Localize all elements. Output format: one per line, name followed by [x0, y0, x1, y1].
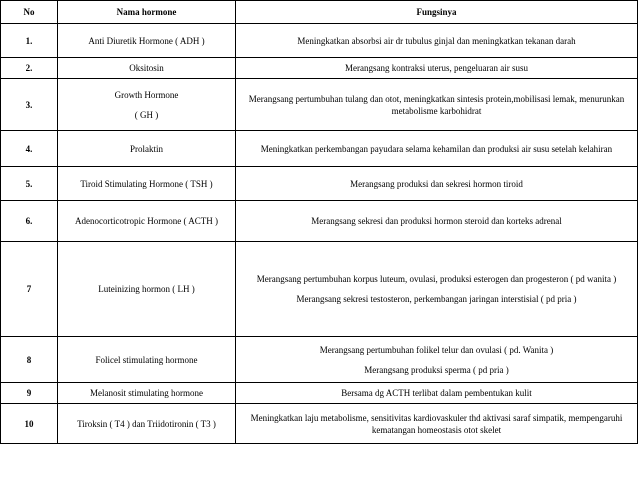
- header-row: [1, 1, 638, 24]
- row-number: 7: [1, 242, 58, 337]
- header-hormone-name: Nama hormone: [58, 1, 236, 24]
- hormone-name: Prolaktin: [130, 143, 163, 154]
- row-number: 3.: [1, 79, 58, 131]
- hormone-name-cell: [58, 167, 236, 201]
- row-number: 5.: [1, 167, 58, 201]
- row-number: 8: [1, 337, 58, 383]
- row-number: 6.: [1, 201, 58, 242]
- hormone-name-cell: [58, 201, 236, 242]
- hormone-name: Luteinizing hormon ( LH ): [98, 284, 195, 294]
- hormone-name: Adenocorticotropic Hormone ( ACTH ): [75, 216, 218, 226]
- hormone-name-cell: [58, 337, 236, 383]
- hormone-name: Melanosit stimulating hormone: [90, 388, 203, 398]
- hormone-name: Growth Hormone: [114, 89, 179, 100]
- hormone-name: Tiroksin ( T4 ) dan Triidotironin ( T3 ): [77, 418, 216, 429]
- hormone-function-cell: [236, 383, 638, 404]
- hormone-function: Bersama dg ACTH terlibat dalam pembentukan kulit: [341, 388, 532, 398]
- hormone-function: Merangsang kontraksi uterus, pengeluaran air susu: [345, 63, 528, 73]
- hormone-function: Meningkatkan laju metabolisme, sensitivitas kardiovaskuler thd aktivasi saraf simpatik, mempengaruhi kematangan homeostasis otot skelet: [250, 412, 623, 435]
- hormone-function-cell: [236, 24, 638, 58]
- hormone-function: Merangsang pertumbuhan korpus luteum, ovulasi, produksi esterogen dan progesteron ( pd wanita ): [256, 274, 617, 284]
- hormone-function-cell: [236, 167, 638, 201]
- hormone-function: Merangsang pertumbuhan tulang dan otot, meningkatkan sintesis protein,mobilisasi lemak, menurunkan metabolisme karbohidrat: [248, 93, 625, 116]
- row-number: 1.: [1, 24, 58, 58]
- hormone-function-cell: [236, 337, 638, 383]
- hormone-function-cell: [236, 58, 638, 79]
- hormone-name: Tiroid Stimulating Hormone ( TSH ): [80, 178, 213, 189]
- hormone-function: Merangsang produksi sperma ( pd pria ): [364, 364, 509, 375]
- hormone-name-cell: [58, 58, 236, 79]
- hormone-function: Meningkatkan perkembangan payudara selama kehamilan dan produksi air susu setelah kelahiran: [260, 143, 613, 154]
- hormone-function: Merangsang sekresi testosteron, perkembangan jaringan interstisial ( pd pria ): [296, 294, 577, 304]
- hormone-function: Merangsang sekresi dan produksi hormon steroid dan korteks adrenal: [311, 216, 562, 226]
- row-number: 10: [1, 404, 58, 444]
- hormone-name: Oksitosin: [129, 63, 164, 73]
- hormone-function-cell: [236, 404, 638, 444]
- hormone-function-cell: [236, 201, 638, 242]
- row-number: 2.: [1, 58, 58, 79]
- hormone-name-cell: [58, 131, 236, 167]
- hormone-name-cell: [58, 383, 236, 404]
- header-no: No: [1, 1, 58, 24]
- table-row: [1, 24, 638, 58]
- hormone-function: Merangsang pertumbuhan folikel telur dan ovulasi ( pd. Wanita ): [319, 344, 554, 355]
- table-row: [1, 131, 638, 167]
- header-function: Fungsinya: [236, 1, 638, 24]
- table-row: [1, 201, 638, 242]
- hormone-name-cell: [58, 79, 236, 131]
- hormone-name-cell: [58, 242, 236, 337]
- row-number: 9: [1, 383, 58, 404]
- hormone-function-cell: [236, 242, 638, 337]
- hormone-name-cell: [58, 404, 236, 444]
- table-row: [1, 337, 638, 383]
- table-row: [1, 404, 638, 444]
- table-row: [1, 383, 638, 404]
- hormone-function-cell: [236, 79, 638, 131]
- table-row: [1, 167, 638, 201]
- hormone-function-cell: [236, 131, 638, 167]
- hormone-name: Folicel stimulating hormone: [95, 354, 198, 365]
- hormone-function: Merangsang produksi dan sekresi hormon tiroid: [350, 178, 523, 189]
- hormone-function: Meningkatkan absorbsi air dr tubulus ginjal dan meningkatkan tekanan darah: [297, 35, 576, 46]
- row-number: 4.: [1, 131, 58, 167]
- table-row: [1, 79, 638, 131]
- hormone-name: Anti Diuretik Hormone ( ADH ): [88, 35, 205, 46]
- hormone-name-cell: [58, 24, 236, 58]
- table-row: [1, 58, 638, 79]
- table-row: [1, 242, 638, 337]
- hormone-name: ( GH ): [134, 109, 159, 120]
